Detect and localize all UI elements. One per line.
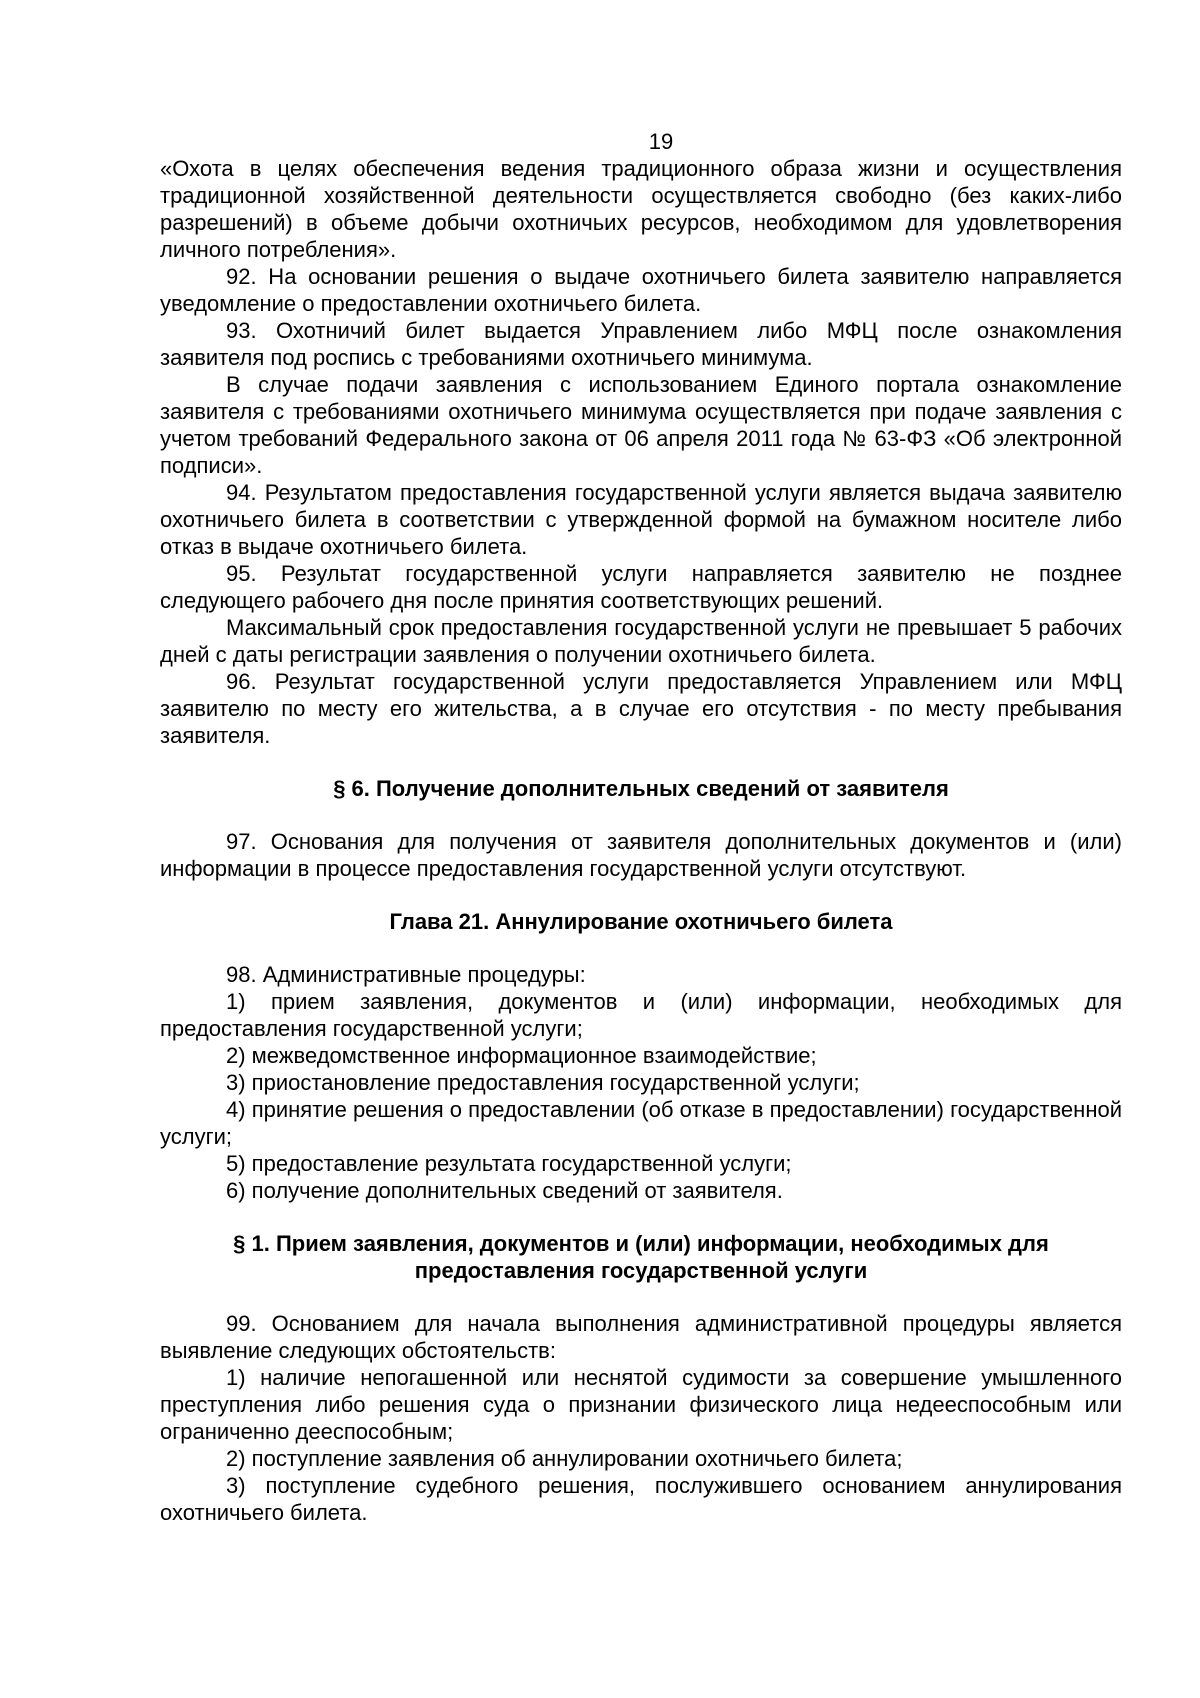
paragraph-max-term: Максимальный срок предоставления государственной услуги не превышает 5 рабочих дней с даты регистрации заявления о получении охотничьего билета. [160,615,1122,667]
paragraph-single-portal: В случае подачи заявления с использованием Единого портала ознакомление заявителя с требованиями охотничьего минимума осуществляется при подаче заявления с учетом требований Федерального закона от 06 апреля 2011 года № 63-ФЗ «Об электронной подписи». [160,372,1122,478]
page-number: 19 [648,129,674,154]
paragraph-93: 93. Охотничий билет выдается Управлением либо МФЦ после ознакомления заявителя под роспись с требованиями охотничьего минимума. [160,318,1122,370]
list-item-99-3: 3) поступление судебного решения, послужившего основанием аннулирования охотничьего билета. [160,1473,1122,1525]
document-page [160,128,1122,1526]
section-1-heading [160,1230,1122,1284]
paragraph-92: 92. На основании решения о выдаче охотничьего билета заявителю направляется уведомление о предоставлении охотничьего билета. [160,264,1122,316]
list-item-98-4: 4) принятие решения о предоставлении (об отказе в предоставлении) государственной услуги; [160,1097,1122,1149]
paragraph-quote-hunting: «Охота в целях обеспечения ведения традиционного образа жизни и осуществления традиционной хозяйственной деятельности осуществляется свободно (без каких-либо разрешений) в объеме добычи охотничьих ресурсов, необходимом для удовлетворения личного потребления». [160,156,1122,262]
list-item-98-1: 1) прием заявления, документов и (или) информации, необходимых для предоставления государственной услуги; [160,989,1122,1041]
list-item-98-3: 3) приостановление предоставления государственной услуги; [226,1070,860,1095]
list-item-98-5: 5) предоставление результата государственной услуги; [226,1151,792,1176]
paragraph-94: 94. Результатом предоставления государственной услуги является выдача заявителю охотничьего билета в соответствии с утвержденной формой на бумажном носителе либо отказ в выдаче охотничьего билета. [160,480,1122,559]
paragraph-98: 98. Административные процедуры: [226,962,586,987]
paragraph-96: 96. Результат государственной услуги предоставляется Управлением или МФЦ заявителю по месту его жительства, а в случае его отсутствия - по месту пребывания заявителя. [160,669,1122,748]
paragraph-99: 99. Основанием для начала выполнения административной процедуры является выявление следующих обстоятельств: [160,1311,1122,1363]
list-item-99-1: 1) наличие непогашенной или неснятой судимости за совершение умышленного преступления либо решения суда о признании физического лица недееспособным или ограниченно дееспособным; [160,1365,1122,1444]
paragraph-95: 95. Результат государственной услуги направляется заявителю не позднее следующего рабочего дня после принятия соответствующих решений. [160,561,1122,613]
paragraph-97: 97. Основания для получения от заявителя дополнительных документов и (или) информации в процессе предоставления государственной услуги отсутствуют. [160,829,1122,881]
list-item-99-2: 2) поступление заявления об аннулировании охотничьего билета; [226,1446,903,1471]
section-1-heading-line-2: предоставления государственной услуги [414,1258,868,1283]
section-6-heading: § 6. Получение дополнительных сведений от заявителя [333,776,949,801]
list-item-98-6: 6) получение дополнительных сведений от заявителя. [226,1178,783,1203]
list-item-98-2: 2) межведомственное информационное взаимодействие; [226,1043,817,1068]
chapter-21-heading: Глава 21. Аннулирование охотничьего билета [389,909,893,934]
section-1-heading-line-1: § 1. Прием заявления, документов и (или) информации, необходимых для [233,1231,1049,1256]
